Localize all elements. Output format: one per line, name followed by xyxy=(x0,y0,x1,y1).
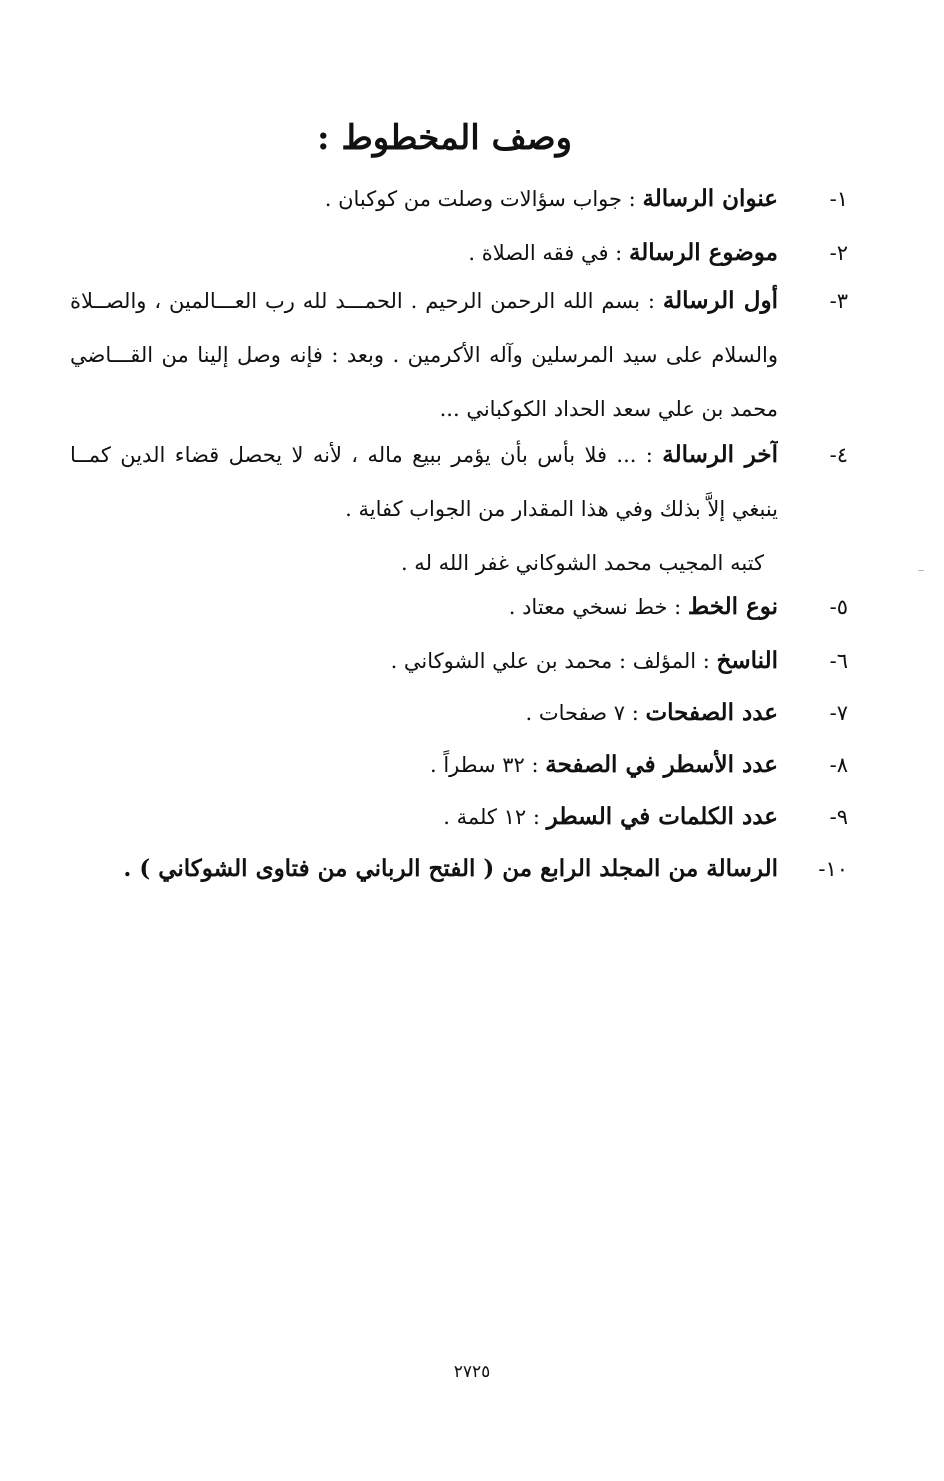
item-line xyxy=(70,580,778,634)
item-number: ٧- xyxy=(829,701,848,725)
item-label: عدد الأسطر في الصفحة xyxy=(545,751,778,778)
list-item xyxy=(70,842,848,896)
list-item xyxy=(70,580,848,634)
item-label: أول الرسالة xyxy=(662,287,778,314)
item-number: ١٠- xyxy=(818,857,848,881)
item-number: ١- xyxy=(829,187,848,211)
item-label: موضوع الرسالة xyxy=(628,239,778,266)
item-line xyxy=(70,790,778,844)
item-text: : ... فلا بأس بأن يؤمر ببيع ماله ، لأنه لا يحصل قضاء الدين كمــا xyxy=(70,443,653,467)
list-item xyxy=(70,686,848,740)
item-body xyxy=(70,842,778,896)
list-item xyxy=(70,738,848,792)
item-text: : جواب سؤالات وصلت من كوكبان . xyxy=(324,187,636,211)
item-body xyxy=(70,428,778,590)
item-number: ٣- xyxy=(829,289,848,313)
item-label: الرسالة من المجلد الرابع من ( الفتح الرباني من فتاوى الشوكاني ) . xyxy=(123,855,778,882)
item-number: ٢- xyxy=(829,241,848,265)
item-text: : ٧ صفحات . xyxy=(525,701,639,725)
page-title: وصف المخطوط : xyxy=(316,118,572,158)
item-number: ٩- xyxy=(829,805,848,829)
list-item xyxy=(70,274,848,436)
item-line: محمد بن علي سعد الحداد الكوكباني ... xyxy=(439,397,778,421)
item-body xyxy=(70,738,778,792)
item-text: : ٣٢ سطراً . xyxy=(429,753,539,777)
item-body xyxy=(70,686,778,740)
list-item xyxy=(70,790,848,844)
item-text: : بسم الله الرحمن الرحيم . الحمـــد لله رب العـــالمين ، والصــلاة xyxy=(70,289,655,313)
item-number: ٤- xyxy=(829,443,848,467)
item-label: عدد الكلمات في السطر xyxy=(546,803,778,830)
list-item xyxy=(70,428,848,590)
item-number: ٥- xyxy=(829,595,848,619)
item-body xyxy=(70,274,778,436)
list-item xyxy=(70,172,848,226)
item-line: والسلام على سيد المرسلين وآله الأكرمين . وبعد : فإنه وصل إلينا من القـــاضي xyxy=(70,343,778,367)
item-label: آخر الرسالة xyxy=(662,441,778,468)
item-body xyxy=(70,580,778,634)
item-text: : خط نسخي معتاد . xyxy=(508,595,682,619)
page-number: ٢٧٢٥ xyxy=(453,1362,491,1382)
item-body xyxy=(70,790,778,844)
item-signature-line: كتبه المجيب محمد الشوكاني غفر الله له . xyxy=(400,551,764,575)
item-text: : المؤلف : محمد بن علي الشوكاني . xyxy=(390,649,710,673)
list-item xyxy=(70,634,848,688)
item-line xyxy=(70,842,778,896)
item-label: عدد الصفحات xyxy=(645,699,778,726)
item-body xyxy=(70,172,778,226)
list-item xyxy=(70,226,848,280)
item-line xyxy=(70,686,778,740)
item-body xyxy=(70,226,778,280)
margin-mark xyxy=(918,570,924,571)
item-line xyxy=(70,428,778,482)
item-number: ٦- xyxy=(829,649,848,673)
item-text: : ١٢ كلمة . xyxy=(443,805,540,829)
item-number: ٨- xyxy=(829,753,848,777)
item-label: عنوان الرسالة xyxy=(642,185,778,212)
item-body xyxy=(70,634,778,688)
item-text: : في فقه الصلاة . xyxy=(468,241,623,265)
item-label: نوع الخط xyxy=(687,593,778,620)
item-line xyxy=(70,634,778,688)
item-line xyxy=(70,738,778,792)
item-line: ينبغي إلاَّ بذلك وفي هذا المقدار من الجواب كفاية . xyxy=(345,497,778,521)
item-line xyxy=(70,274,778,328)
item-line xyxy=(70,226,778,280)
item-line xyxy=(70,172,778,226)
item-label: الناسخ xyxy=(716,647,778,674)
